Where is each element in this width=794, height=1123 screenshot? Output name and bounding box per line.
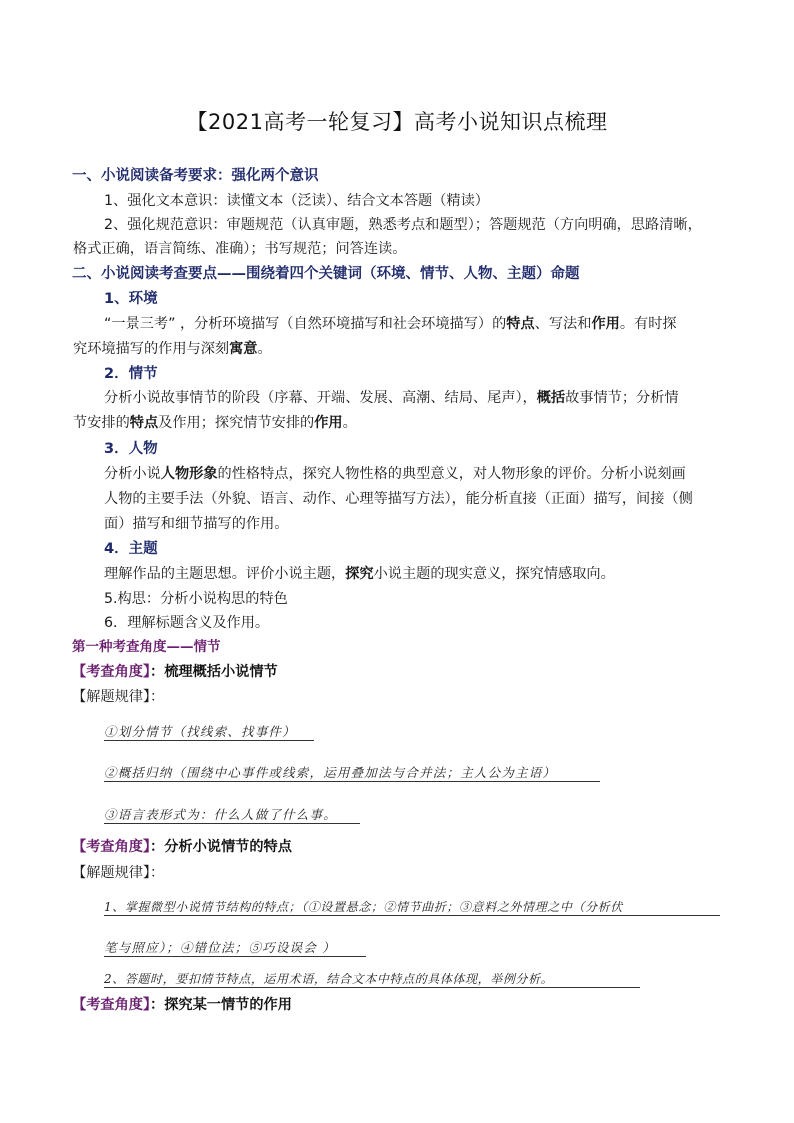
text-run: 小说主题的现实意义，探究情感取向。 [373, 566, 615, 582]
bold-run: 特点 [129, 415, 159, 431]
underline [104, 956, 366, 957]
underline [104, 823, 360, 824]
section-1-heading: 一、小说阅读备考要求：强化两个意识 [72, 168, 319, 184]
rule-1-step-3: ③语言表形式为：什么人做了什么事。 [104, 807, 337, 822]
section-3-heading: 第一种考查角度——情节 [72, 639, 221, 655]
section-1-item-2-line-2: 格式正确，语言简练、准确）；书写规范；问答连读。 [73, 241, 407, 257]
rule-1-step-2: ②概括归纳（围绕中心事件或线索，运用叠加法与合并法；主人公为主语） [104, 765, 557, 780]
plot-label: 情节 [128, 366, 158, 382]
environment-heading [104, 290, 158, 308]
rule-1-step-1: ①划分情节（找线索、找事件） [104, 724, 296, 739]
text-run: 。 [342, 415, 357, 431]
text-run: 节安排的 [73, 415, 130, 431]
bold-run: 特点 [506, 316, 535, 332]
angle-tag: 【考查角度】 [72, 664, 151, 680]
angle-2-heading [72, 838, 292, 856]
rule-2-item-2: 2、答题时，要扣情节特点，运用术语，结合文本中特点的具体体现，举例分析。 [104, 972, 554, 986]
text-run: 的性格特点，探究人物性格的典型意义，对人物形象的评价。分析小说刻画 [217, 466, 686, 482]
rule-tag: 【解题规律】 [72, 689, 151, 705]
theme-line-1 [104, 565, 615, 583]
text-run: “一景三考” ，分析环境描写（自然环境描写和社会环境描写）的 [104, 316, 507, 332]
text-run: 分析小说故事情节的阶段（序幕、开端、发展、高潮、结局、尾声）， [104, 390, 537, 406]
underline [104, 740, 314, 741]
text-run: 。 [257, 341, 272, 357]
character-line-3: 面）描写和细节描写的作用。 [104, 516, 289, 532]
angle-tag: 【考查角度】 [72, 997, 151, 1013]
bold-run: 寓意 [229, 341, 258, 357]
angle-text: ：梳理概括小说情节 [150, 664, 278, 680]
section-1-item-2-line-1: 2、强化规范意识：审题规范（认真审题，熟悉考点和题型）；答题规范（方向明确，思路清晰， [104, 217, 702, 233]
environment-line-2 [73, 340, 272, 358]
character-heading [104, 440, 158, 458]
character-line-1 [104, 465, 686, 483]
environment-label: 环境 [128, 291, 158, 307]
bold-run: 探究 [345, 566, 374, 582]
section-2-heading: 二、小说阅读考查要点——围绕着四个关键词（环境、情节、人物、主题）命题 [72, 266, 580, 282]
text-run: 、写法和 [534, 316, 592, 332]
bold-run: 概括 [536, 390, 566, 406]
theme-label: 主题 [128, 541, 158, 557]
bold-run: 作用 [314, 415, 343, 431]
text-run: 分析小说 [104, 466, 161, 482]
rule-2-heading [72, 864, 164, 882]
character-label: 人物 [128, 441, 158, 457]
text-run: 及作用；探究情节安排的 [158, 415, 315, 431]
title-meaning-item: 6．理解标题含义及作用。 [104, 615, 270, 631]
underline [104, 987, 640, 988]
page-title: 【2021高考一轮复习】高考小说知识点梳理 [186, 110, 608, 134]
character-number: 3． [104, 441, 129, 457]
structure-item: 5.构思：分析小说构思的特色 [104, 591, 288, 607]
text-run: 究环境描写的作用与深刻 [73, 341, 230, 357]
environment-line-1 [104, 315, 677, 333]
underline [104, 781, 600, 782]
text-run: 理解作品的主题思想。评价小说主题， [104, 566, 346, 582]
theme-number: 4． [104, 541, 129, 557]
text-run: 故事情节；分析情 [565, 390, 679, 406]
plot-number: 2． [104, 366, 129, 382]
angle-text: ：分析小说情节的特点 [150, 839, 292, 855]
character-line-2: 人物的主要手法（外貌、语言、动作、心理等描写方法），能分析直接（正面）描写，间接（侧 [104, 491, 693, 507]
rule-colon: ： [150, 689, 165, 705]
angle-3-heading [72, 996, 292, 1014]
bold-run: 作用 [591, 316, 620, 332]
rule-colon: ： [150, 865, 165, 881]
angle-text: ：探究某一情节的作用 [150, 997, 292, 1013]
underline [104, 915, 720, 916]
plot-line-2 [73, 414, 357, 432]
angle-1-heading [72, 663, 278, 681]
environment-number: 1、 [104, 291, 129, 307]
plot-line-1 [104, 389, 679, 407]
theme-heading [104, 540, 158, 558]
text-run: 。有时探 [619, 316, 677, 332]
bold-run: 人物形象 [160, 466, 218, 482]
rule-1-heading [72, 688, 164, 706]
section-1-item-1: 1、强化文本意识：读懂文本（泛读）、结合文本答题（精读） [104, 193, 489, 209]
plot-heading [104, 365, 158, 383]
rule-2-item-1-line-2: 笔与照应）；④错位法；⑤巧设误会 ） [104, 940, 336, 955]
rule-tag: 【解题规律】 [72, 865, 151, 881]
angle-tag: 【考查角度】 [72, 839, 151, 855]
rule-2-item-1-line-1: 1、掌握微型小说情节结构的特点；（①设置悬念；②情节曲折；③意料之外情理之中（分析伏 [104, 900, 623, 914]
